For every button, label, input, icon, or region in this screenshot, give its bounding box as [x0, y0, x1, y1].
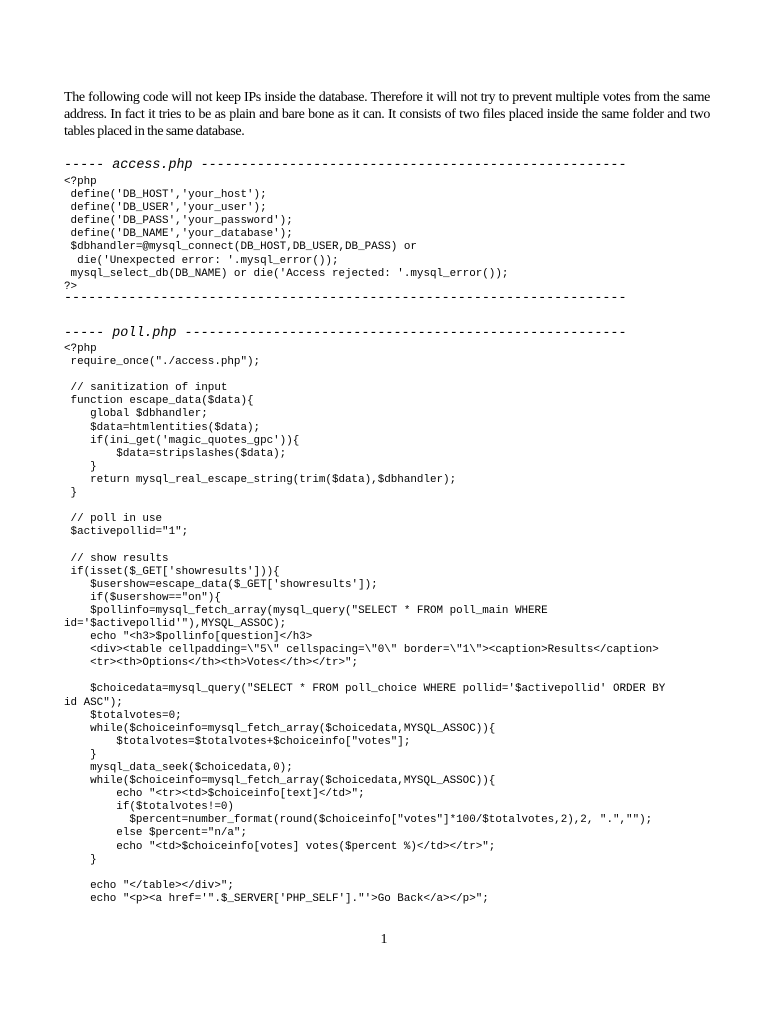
access-code-block: [64, 176, 508, 294]
intro-paragraph: The following code will not keep IPs inside the database. Therefore it will not try to prevent multiple votes from the same address. In fact it tries to be as plain and bare bone as it can. It consists of two files placed inside the same folder and two tables placed in the same database.: [64, 90, 710, 139]
code-line: while($choiceinfo=mysql_fetch_array($choicedata,MYSQL_ASSOC)){: [64, 775, 496, 788]
code-line: }: [64, 748, 97, 761]
code-line: }: [64, 487, 78, 500]
code-line: [64, 500, 665, 513]
code-line: define('DB_USER','your_user');: [64, 202, 267, 215]
code-line: id ASC");: [64, 696, 123, 709]
code-line: [64, 670, 665, 683]
code-line: [64, 539, 665, 552]
code-line: die('Unexpected error: '.mysql_error());: [64, 254, 339, 267]
code-line: echo "</table></div>";: [64, 879, 234, 892]
poll-code-block: [64, 343, 665, 906]
code-line: if($usershow=="on"){: [64, 591, 221, 604]
code-line: <?php: [64, 176, 97, 188]
code-line: <div><table cellpadding=\"5\" cellspacing=\"0\" border=\"1\"><caption>Results</caption>: [64, 644, 659, 657]
code-line: // poll in use: [64, 513, 163, 526]
code-line: global $dbhandler;: [64, 408, 208, 421]
code-line: $data=stripslashes($data);: [64, 447, 287, 460]
code-line: echo "<p><a href='".$_SERVER['PHP_SELF']."'>Go Back</a></p>";: [64, 892, 489, 905]
code-line: <tr><th>Options</th><th>Votes</th></tr>";: [64, 657, 359, 670]
access-file-header: ----- access.php -----------------------------------------------------: [64, 158, 627, 173]
code-line: define('DB_HOST','your_host');: [64, 189, 267, 202]
code-line: else $percent="n/a";: [64, 827, 247, 840]
code-line: echo "<h3>$pollinfo[question]</h3>: [64, 631, 313, 644]
code-line: require_once("./access.php");: [64, 356, 261, 369]
code-line: $choicedata=mysql_query("SELECT * FROM poll_choice WHERE pollid='$activepollid' ORDER BY: [64, 683, 666, 696]
code-line: while($choiceinfo=mysql_fetch_array($choicedata,MYSQL_ASSOC)){: [64, 722, 496, 735]
code-line: $totalvotes=$totalvotes+$choiceinfo["votes"];: [64, 735, 411, 748]
code-line: }: [64, 460, 97, 473]
code-line: id='$activepollid'"),MYSQL_ASSOC);: [64, 617, 287, 630]
code-line: $dbhandler=@mysql_connect(DB_HOST,DB_USER,DB_PASS) or: [64, 241, 417, 254]
code-line: $data=htmlentities($data);: [64, 421, 261, 434]
code-line: $usershow=escape_data($_GET['showresults']);: [64, 578, 378, 591]
code-line: [64, 369, 665, 382]
code-line: if($totalvotes!=0): [64, 801, 234, 814]
code-line: if(isset($_GET['showresults'])){: [64, 565, 280, 578]
code-line: // show results: [64, 552, 169, 565]
code-line: $pollinfo=mysql_fetch_array(mysql_query("SELECT * FROM poll_main WHERE: [64, 604, 548, 617]
page-number: 1: [380, 932, 388, 947]
code-line: echo "<tr><td>$choiceinfo[text]</td>";: [64, 788, 365, 801]
code-line: define('DB_PASS','your_password');: [64, 215, 293, 228]
code-line: mysql_data_seek($choicedata,0);: [64, 762, 293, 774]
code-line: $activepollid="1";: [64, 526, 189, 539]
code-line: function escape_data($data){: [64, 395, 254, 408]
access-file-footer: ----------------------------------------------------------------------: [64, 291, 627, 306]
code-line: define('DB_NAME','your_database');: [64, 228, 293, 241]
code-line: if(ini_get('magic_quotes_gpc')){: [64, 434, 300, 447]
code-line: // sanitization of input: [64, 382, 228, 395]
code-line: $percent=number_format(round($choiceinfo["votes"]*100/$totalvotes,2),2, ".","");: [64, 814, 653, 827]
code-line: return mysql_real_escape_string(trim($data),$dbhandler);: [64, 473, 457, 486]
code-line: ?>: [64, 280, 78, 293]
poll-file-header: ----- poll.php -------------------------------------------------------: [64, 326, 627, 341]
code-line: [64, 867, 665, 880]
code-line: $totalvotes=0;: [64, 709, 182, 722]
code-line: echo "<td>$choiceinfo[votes] votes($percent %)</td></tr>";: [64, 840, 496, 853]
code-line: }: [64, 853, 97, 866]
code-line: mysql_select_db(DB_NAME) or die('Access rejected: '.mysql_error());: [64, 267, 509, 280]
code-line: <?php: [64, 343, 97, 355]
